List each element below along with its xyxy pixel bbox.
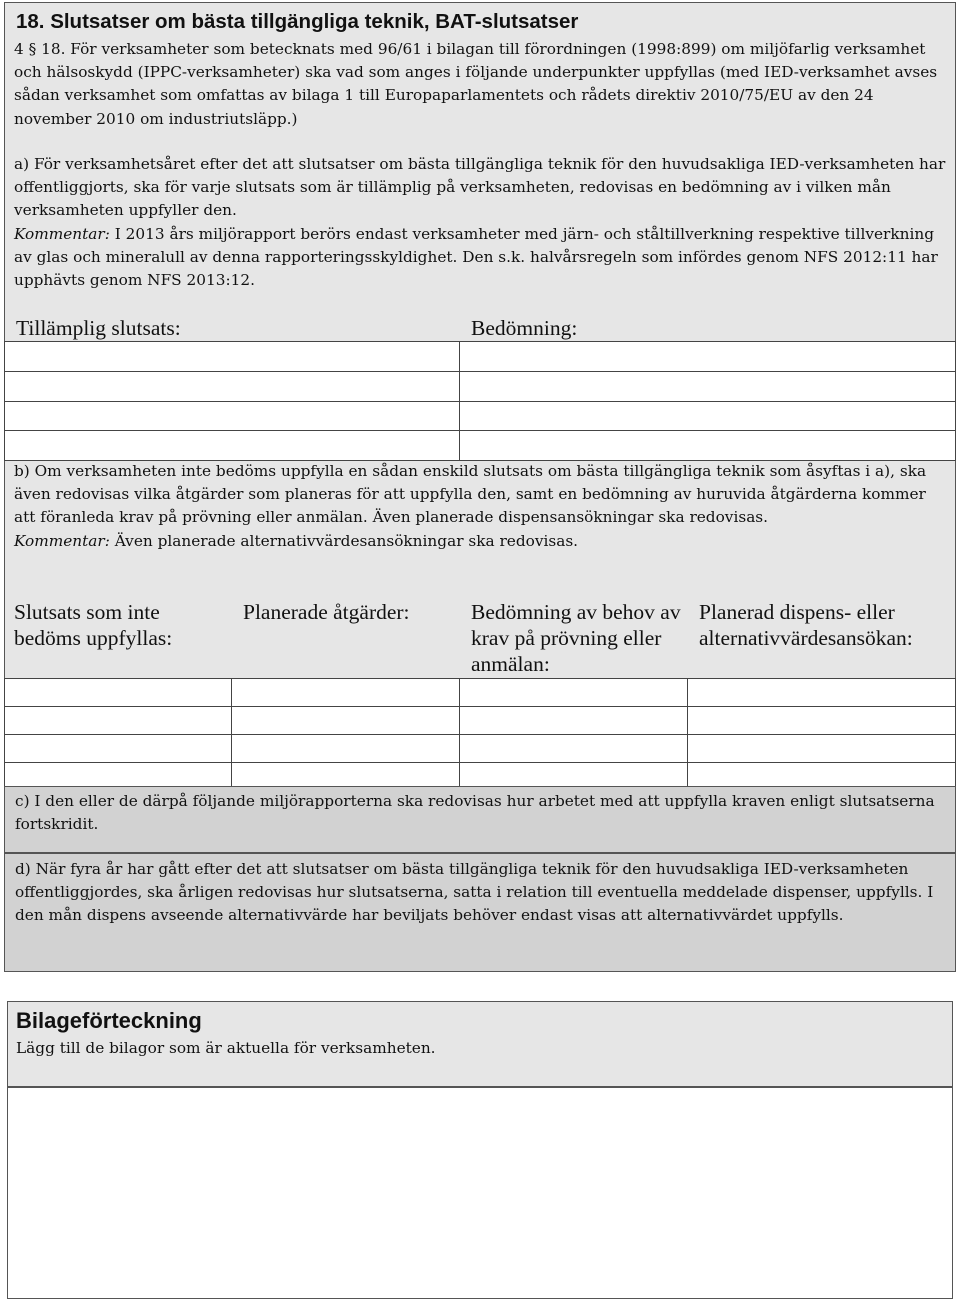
section-intro: 4 § 18. För verksamheter som betecknats med 96/61 i bilagan till förordningen (1998:899) om miljöfarlig verksamhet och hälsoskydd (IPPC-verksamheter) ska vad som anges i följande underpunkter uppfyllas (med IED-verksamhet avses sådan verksamhet som omfattas av bilaga 1 till Europaparlamentets och rådets direktiv 2010/75/EU av den 24 november 2010 om industriutsläpp.) [14, 40, 938, 128]
attachments-header-box [7, 1001, 953, 1087]
subsection-d-box [4, 853, 956, 972]
attachments-title: Bilageförteckning [16, 1008, 202, 1033]
subsection-a-text [14, 153, 946, 292]
b-comment-text: Även planerade alternativvärdesansökningar ska redovisas. [114, 531, 579, 550]
subsection-d-text: d) När fyra år har gått efter det att slutsatser om bästa tillgängliga teknik för den huvudsakliga IED-verksamheten offentliggjordes, ska årligen redovisas hur slutsatserna, satta i relation till eventuella meddelade dispenser, uppfylls. I den mån dispens avseende alternativvärde har beviljats behöver endast visas att alternativvärdet uppfylls. [15, 860, 934, 925]
b-row3-exemption-cell[interactable] [688, 735, 956, 763]
b-col-header-planned-exemption: Planerad dispens- eller alternativvärdesansökan: [699, 600, 913, 650]
b-row1-measures-cell[interactable] [232, 679, 460, 707]
b-measures-table [4, 678, 956, 789]
a-row3-assessment-cell[interactable] [460, 402, 956, 431]
subsection-c-text: c) I den eller de därpå följande miljörapporterna ska redovisas hur arbetet med att uppfylla kraven enligt slutsatserna fortskridit. [15, 792, 935, 834]
b-row2-assessment-cell[interactable] [460, 707, 688, 735]
a-col-header-assessment: Bedömning: [471, 316, 578, 340]
b-row2-measures-cell[interactable] [232, 707, 460, 735]
b-row2-conclusion-cell[interactable] [5, 707, 232, 735]
subsection-c-box [4, 786, 956, 853]
a-row2-conclusion-cell[interactable] [5, 372, 460, 402]
subsection-b-text [14, 460, 946, 553]
a-row3-conclusion-cell[interactable] [5, 402, 460, 431]
a-comment-label: Kommentar: [14, 224, 110, 243]
b-row3-conclusion-cell[interactable] [5, 735, 232, 763]
b-row1-conclusion-cell[interactable] [5, 679, 232, 707]
b-row1-exemption-cell[interactable] [688, 679, 956, 707]
a-conclusion-table [4, 341, 956, 461]
a-col-header-applicable-conclusion: Tillämplig slutsats: [16, 316, 181, 340]
b-comment-label: Kommentar: [14, 531, 110, 550]
a-row1-assessment-cell[interactable] [460, 342, 956, 372]
b-row2-exemption-cell[interactable] [688, 707, 956, 735]
b-row4-measures-cell[interactable] [232, 763, 460, 789]
a-row1-conclusion-cell[interactable] [5, 342, 460, 372]
attachments-list-area[interactable] [7, 1087, 953, 1299]
b-row4-exemption-cell[interactable] [688, 763, 956, 789]
b-row3-assessment-cell[interactable] [460, 735, 688, 763]
b-row4-conclusion-cell[interactable] [5, 763, 232, 789]
b-col-header-unfulfilled-conclusion: Slutsats som inte bedöms uppfyllas: [14, 600, 173, 650]
b-col-header-planned-measures: Planerade åtgärder: [243, 600, 410, 624]
subsection-a-body: a) För verksamhetsåret efter det att slutsatser om bästa tillgängliga teknik för den huvudsakliga IED-verksamheten har offentliggjorts, ska för varje slutsats som är tillämplig på verksamheten, redovisas en bedömning av i vilken mån verksamheten uppfyller den. [14, 155, 946, 220]
subsection-b-body: b) Om verksamheten inte bedöms uppfylla en sådan enskild slutsats om bästa tillgängliga teknik som åsyftas i a), ska även redovisas vilka åtgärder som planeras för att uppfylla den, samt en bedömning av huruvida åtgärderna kommer att föranleda krav på prövning eller anmälan. Även planerade dispensansökningar ska redovisas. [14, 462, 927, 527]
b-col-header-permit-assessment: Bedömning av behov av krav på prövning eller anmälan: [471, 600, 681, 676]
a-row4-assessment-cell[interactable] [460, 431, 956, 461]
b-row4-assessment-cell[interactable] [460, 763, 688, 789]
a-comment-text: I 2013 års miljörapport berörs endast verksamheter med järn- och ståltillverkning respektive tillverkning av glas och mineralull av denna rapporteringsskyldighet. Den s.k. halvårsregeln som infördes genom NFS 2012:11 har upphävts genom NFS 2013:12. [14, 224, 938, 290]
section-title: 18. Slutsatser om bästa tillgängliga teknik, BAT-slutsatser [16, 10, 579, 33]
a-row4-conclusion-cell[interactable] [5, 431, 460, 461]
attachments-instruction: Lägg till de bilagor som är aktuella för verksamheten. [16, 1039, 436, 1057]
a-row2-assessment-cell[interactable] [460, 372, 956, 402]
b-row3-measures-cell[interactable] [232, 735, 460, 763]
b-row1-assessment-cell[interactable] [460, 679, 688, 707]
